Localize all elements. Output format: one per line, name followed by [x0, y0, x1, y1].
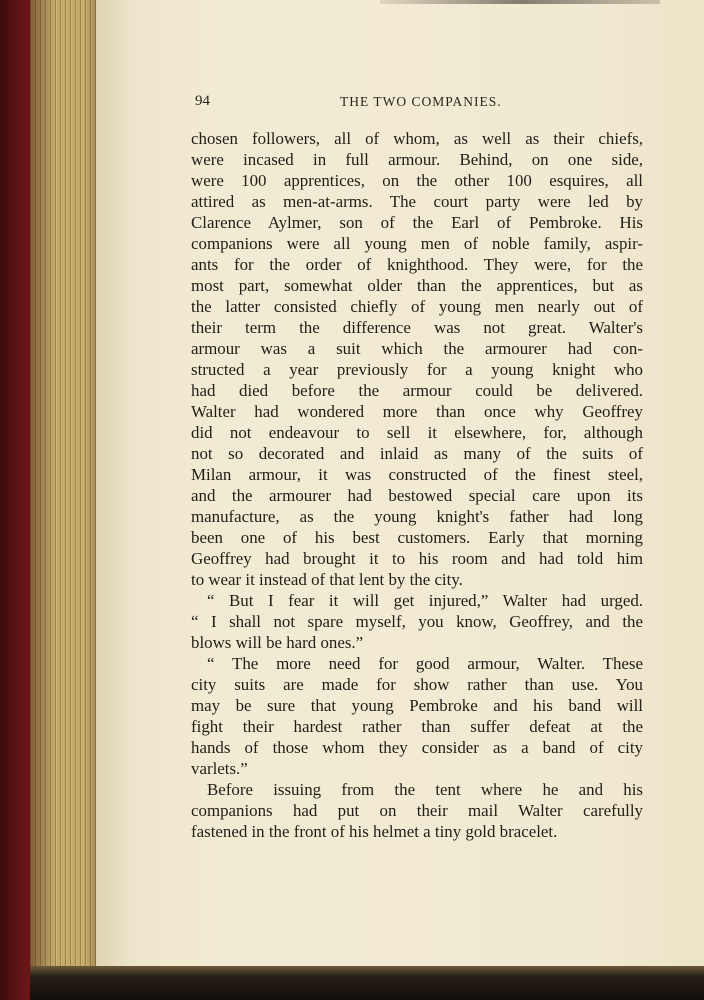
text-line: hands of those whom they consider as a band of city — [191, 738, 643, 757]
text-line: companions were all young men of noble family, aspir- — [191, 234, 643, 253]
body-text — [191, 128, 643, 842]
text-line: Walter had wondered more than once why Geoffrey — [191, 402, 643, 421]
text-line: varlets.” — [191, 759, 248, 778]
text-line: the latter consisted chiefly of young men nearly out of — [191, 297, 643, 316]
text-line: chosen followers, all of whom, as well as their chiefs, — [191, 129, 643, 148]
text-line: fastened in the front of his helmet a tiny gold bracelet. — [191, 822, 558, 841]
text-line: Milan armour, it was constructed of the finest steel, — [191, 465, 643, 484]
text-line: to wear it instead of that lent by the city. — [191, 570, 463, 589]
text-line: city suits are made for show rather than use. You — [191, 675, 643, 694]
text-line: “ But I fear it will get injured,” Walter had urged. — [207, 591, 643, 610]
page-number: 94 — [195, 93, 210, 109]
bottom-shadow — [30, 966, 704, 1000]
text-line: were incased in full armour. Behind, on one side, — [191, 150, 643, 169]
top-edge-mark — [380, 0, 660, 4]
text-line: ants for the order of knighthood. They were, for the — [191, 255, 643, 274]
text-line: most part, somewhat older than the apprentices, but as — [191, 276, 643, 295]
running-head: THE TWO COMPANIES. — [340, 94, 502, 109]
text-line: did not endeavour to sell it elsewhere, for, although — [191, 423, 643, 442]
page-edges — [30, 0, 102, 975]
text-line: manufacture, as the young knight's father had long — [191, 507, 643, 526]
text-line: Clarence Aylmer, son of the Earl of Pembroke. His — [191, 213, 643, 232]
text-line: not so decorated and inlaid as many of the suits of — [191, 444, 643, 463]
text-line: Geoffrey had brought it to his room and had told him — [191, 549, 643, 568]
text-line: may be sure that young Pembroke and his band will — [191, 696, 643, 715]
text-line: had died before the armour could be delivered. — [191, 381, 643, 400]
text-line: structed a year previously for a young knight who — [191, 360, 643, 379]
text-line: were 100 apprentices, on the other 100 esquires, all — [191, 171, 643, 190]
text-line: armour was a suit which the armourer had con- — [191, 339, 643, 358]
text-line: companions had put on their mail Walter carefully — [191, 801, 643, 820]
text-line: “ The more need for good armour, Walter. These — [207, 654, 643, 673]
text-line: blows will be hard ones.” — [191, 633, 364, 652]
text-line: and the armourer had bestowed special care upon its — [191, 486, 643, 505]
text-line: Before issuing from the tent where he and his — [207, 780, 643, 799]
text-line: “ I shall not spare myself, you know, Geoffrey, and the — [191, 612, 643, 631]
text-line: fight their hardest rather than suffer defeat at the — [191, 717, 643, 736]
text-line: attired as men-at-arms. The court party were led by — [191, 192, 643, 211]
text-line: been one of his best customers. Early that morning — [191, 528, 643, 547]
page-header — [195, 93, 643, 115]
text-line: their term the difference was not great. Walter's — [191, 318, 643, 337]
